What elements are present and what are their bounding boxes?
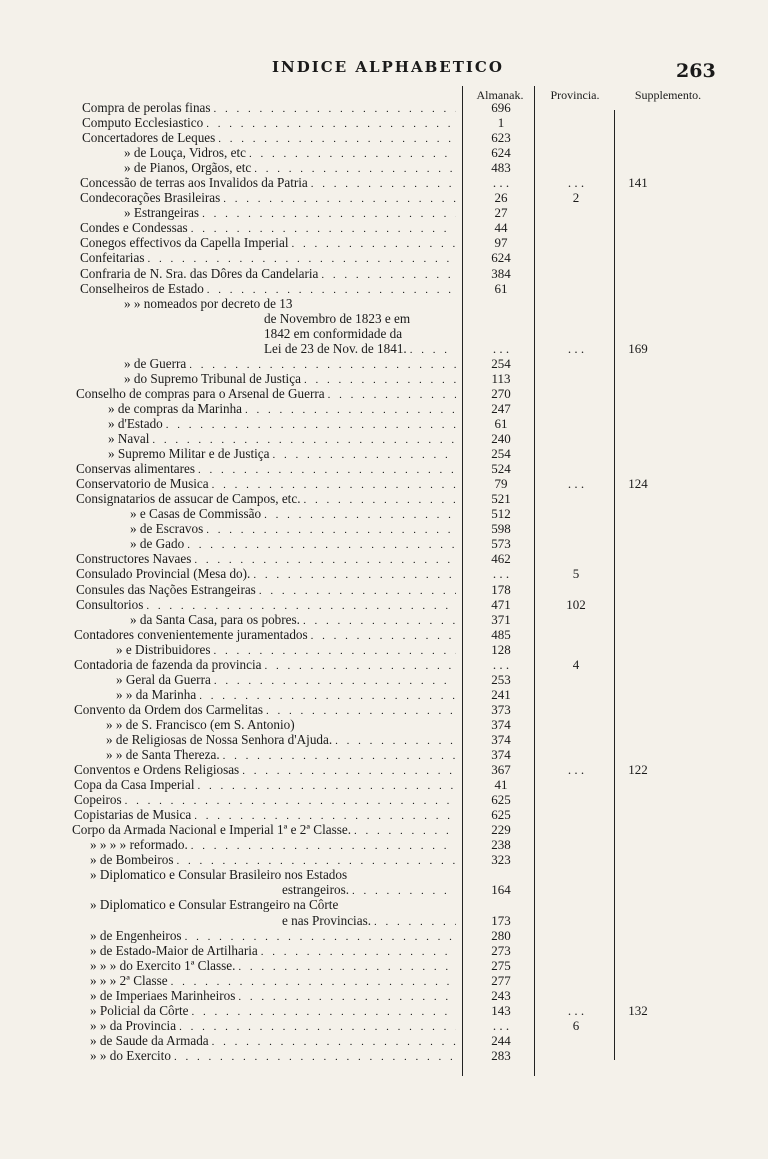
almanak-page: . . . [492, 566, 510, 582]
almanak-page: . . . [492, 175, 510, 191]
index-entry [0, 597, 768, 612]
index-entry [0, 401, 768, 416]
index-entry [0, 281, 768, 296]
index-entry [0, 356, 768, 371]
supplemento-page: 124 [628, 476, 648, 492]
almanak-page: . . . [492, 1017, 510, 1033]
index-entry [0, 882, 768, 897]
entry-label-text: » e Casas de Commissão [130, 506, 262, 522]
almanak-page: 275 [491, 957, 511, 973]
index-entry [0, 672, 768, 687]
index-entry [0, 220, 768, 235]
provincia-page: 6 [572, 1017, 580, 1033]
entry-label [264, 326, 456, 341]
entry-label [106, 717, 456, 732]
entry-label-text: » » » do Exercito 1ª Classe. [90, 957, 236, 973]
supplemento-page: 141 [628, 175, 648, 191]
almanak-page: 270 [491, 385, 511, 401]
index-entry [0, 326, 768, 341]
almanak-page: 367 [491, 762, 511, 778]
almanak-page: 143 [491, 1002, 511, 1018]
index-entry [0, 807, 768, 822]
index-entry [0, 717, 768, 732]
index-entry [0, 747, 768, 762]
almanak-page: 113 [491, 370, 511, 386]
page-number: 263 [676, 60, 716, 82]
provincia-page: . . . [567, 762, 585, 778]
index-entry [0, 642, 768, 657]
index-entry [0, 506, 768, 521]
index-entry [0, 250, 768, 265]
entry-label-text: » » de S. Francisco (em S. Antonio) [106, 716, 295, 732]
almanak-page: 371 [491, 611, 511, 627]
entry-label-text: estrangeiros. [282, 882, 350, 898]
almanak-page: 625 [491, 792, 511, 808]
index-entry [0, 792, 768, 807]
index-entry [0, 296, 768, 311]
entry-label-text: Consulado Provincial (Mesa do). [76, 566, 251, 582]
entry-label-text: Copa da Casa Imperial [74, 777, 195, 793]
entry-label-text: » Diplomatico e Consular Estrangeiro na Côrte [90, 897, 339, 913]
almanak-page: 623 [491, 130, 511, 146]
almanak-page: 1 [497, 115, 505, 131]
index-entry [0, 612, 768, 627]
almanak-page: 462 [491, 551, 511, 567]
index-entry [0, 130, 768, 145]
almanak-page: 229 [491, 822, 511, 838]
almanak-page: 26 [494, 190, 508, 206]
index-entry [0, 190, 768, 205]
entry-label-text: Convento da Ordem dos Carmelitas [74, 701, 263, 717]
entry-label-text: de Novembro de 1823 e em [264, 310, 411, 326]
supplemento-page: 169 [628, 340, 648, 356]
index-entry [0, 160, 768, 175]
entry-label-text: Confraria de N. Sra. das Dôres da Candelaria [80, 265, 319, 281]
index-entry [0, 205, 768, 220]
almanak-page: . . . [492, 656, 510, 672]
entry-label-text: » Geral da Guerra [116, 671, 211, 687]
entry-label-text: Contadores convenientemente juramentados [74, 626, 308, 642]
almanak-page: 243 [491, 987, 511, 1003]
almanak-page: 483 [491, 160, 511, 176]
index-entry [0, 627, 768, 642]
entry-label-text: Consules das Nações Estrangeiras [76, 581, 256, 597]
almanak-page: 471 [491, 596, 511, 612]
entry-label-text: Computo Ecclesiastico [82, 115, 204, 131]
index-entry [0, 235, 768, 250]
entry-label-text: » e Distribuidores [116, 641, 211, 657]
almanak-page: 373 [491, 701, 511, 717]
index-entry [0, 928, 768, 943]
entry-label-text: » de Religiosas de Nossa Senhora d'Ajuda. [106, 731, 333, 747]
index-entry [0, 386, 768, 401]
index-entry [0, 461, 768, 476]
almanak-page: 573 [491, 536, 511, 552]
entry-label-text: 1842 em conformidade da [264, 325, 403, 341]
entry-label-text: Contadoria de fazenda da provincia [74, 656, 262, 672]
almanak-page: 524 [491, 461, 511, 477]
entry-label-text: Conselho de compras para o Arsenal de Guerra [76, 385, 325, 401]
index-entry [0, 446, 768, 461]
entry-label-text: » de Estado-Maior de Artilharia [90, 942, 258, 958]
entry-label-text: » de Gado [130, 536, 185, 552]
index-entry [0, 897, 768, 912]
entry-label [264, 311, 456, 326]
almanak-page: 374 [491, 731, 511, 747]
entry-label-text: Confeitarias [80, 250, 145, 266]
provincia-page: 2 [572, 190, 580, 206]
almanak-page: 277 [491, 972, 511, 988]
entry-label-text: » de Louça, Vidros, etc [124, 145, 247, 161]
entry-label-text: » » da Marinha [116, 686, 197, 702]
index-entry [0, 476, 768, 491]
index-entry [0, 341, 768, 356]
entry-label-text: Condecorações Brasileiras [80, 190, 221, 206]
entry-label-text: » de Pianos, Orgãos, etc [124, 160, 252, 176]
almanak-page: 323 [491, 852, 511, 868]
entry-label-text: » de Saude da Armada [90, 1032, 209, 1048]
almanak-page: 244 [491, 1032, 511, 1048]
entry-label-text: Constructores Navaes [76, 551, 192, 567]
entry-label-text: » d'Estado [108, 415, 163, 431]
entry-label-text: » do Supremo Tribunal de Justiça [124, 370, 301, 386]
entry-label-text: Conservas alimentares [76, 461, 196, 477]
entry-label-text: » de Imperiaes Marinheiros [90, 987, 236, 1003]
index-entry [0, 100, 768, 115]
index-entry [0, 687, 768, 702]
entry-label-text: Condes e Condessas [80, 220, 188, 236]
almanak-page: 61 [494, 415, 508, 431]
index-entry [0, 1048, 768, 1063]
entry-label [90, 1048, 456, 1065]
entry-label-text: Concessão de terras aos Invalidos da Patria [80, 175, 308, 191]
index-entry [0, 958, 768, 973]
index-entry [0, 491, 768, 506]
almanak-page: 512 [491, 506, 511, 522]
entry-label-text: Compra de perolas finas [82, 100, 211, 115]
index-entry [0, 521, 768, 536]
almanak-page: 97 [494, 235, 508, 251]
almanak-page: 485 [491, 626, 511, 642]
entry-label-text: Consultorios [76, 596, 144, 612]
almanak-page: 696 [491, 100, 511, 115]
entry-label-text: » Estrangeiras [124, 205, 200, 221]
entry-label-text: Conegos effectivos da Capella Imperial [80, 235, 289, 251]
entry-label-text: » de Guerra [124, 355, 187, 371]
almanak-page: 164 [491, 882, 511, 898]
index-entry [0, 837, 768, 852]
index-entry [0, 266, 768, 281]
almanak-page: 247 [491, 400, 511, 416]
index-entry [0, 1018, 768, 1033]
entry-label-text: » Naval [108, 431, 150, 447]
entry-label-text: e nas Provincias. [282, 912, 371, 928]
entry-label [124, 296, 456, 311]
index-entry [0, 988, 768, 1003]
almanak-page: 41 [494, 777, 508, 793]
entry-label-text: » da Santa Casa, para os pobres. [130, 611, 300, 627]
entry-label-text: Conventos e Ordens Religiosas [74, 762, 240, 778]
almanak-page: 241 [491, 686, 511, 702]
entry-label-text: Consignatarios de assucar de Campos, etc. [76, 491, 301, 507]
almanak-page: 79 [494, 476, 508, 492]
entry-label-text: » Supremo Militar e de Justiça [108, 446, 270, 462]
index-entry [0, 566, 768, 581]
column-header-supplemento: Supplemento. [634, 88, 702, 102]
almanak-page: 384 [491, 265, 511, 281]
index-entry [0, 777, 768, 792]
entry-label-text: Corpo da Armada Nacional e Imperial 1ª e 2ª Classe. [72, 822, 351, 838]
index-entry [0, 732, 768, 747]
provincia-page: . . . [567, 1002, 585, 1018]
entry-label [90, 897, 456, 912]
index-entry [0, 762, 768, 777]
index-entry [0, 973, 768, 988]
entry-label-text: » de Bombeiros [90, 852, 174, 868]
index-entries [0, 100, 768, 1063]
almanak-page: 598 [491, 521, 511, 537]
entry-label-text: Lei de 23 de Nov. de 1841. [264, 340, 407, 356]
entry-label-text: » » da Provincia [90, 1017, 177, 1033]
almanak-page: 624 [491, 145, 511, 161]
provincia-page: . . . [567, 476, 585, 492]
almanak-page: 254 [491, 446, 511, 462]
provincia-page: . . . [567, 340, 585, 356]
entry-label-text: » » de Santa Thereza. [106, 747, 220, 763]
provincia-page: . . . [567, 175, 585, 191]
entry-label-text: » de compras da Marinha [108, 400, 243, 416]
almanak-page: 61 [494, 280, 508, 296]
supplemento-page: 122 [628, 762, 648, 778]
index-entry [0, 943, 768, 958]
almanak-page: 128 [491, 641, 511, 657]
almanak-page: 238 [491, 837, 511, 853]
index-entry [0, 1033, 768, 1048]
provincia-page: 102 [566, 596, 586, 612]
entry-label-text: Conservatorio de Musica [76, 476, 209, 492]
index-entry [0, 431, 768, 446]
almanak-page: 44 [494, 220, 508, 236]
almanak-page: 283 [491, 1047, 511, 1063]
almanak-page: 521 [491, 491, 511, 507]
entry-label-text: » » » 2ª Classe [90, 972, 168, 988]
index-entry [0, 311, 768, 326]
almanak-page: 374 [491, 747, 511, 763]
almanak-page: 27 [494, 205, 508, 221]
entry-label-text: Conselheiros de Estado [80, 280, 204, 296]
index-entry [0, 657, 768, 672]
index-entry [0, 852, 768, 867]
entry-label-text: » de Escravos [130, 521, 204, 537]
index-entry [0, 175, 768, 190]
almanak-page: 273 [491, 942, 511, 958]
almanak-page: 240 [491, 431, 511, 447]
almanak-page: . . . [492, 340, 510, 356]
column-header-almanak: Almanak. [476, 88, 524, 102]
page-title: INDICE ALPHABETICO [272, 58, 504, 76]
index-entry [0, 702, 768, 717]
index-entry [0, 822, 768, 837]
dot-leader [174, 1050, 456, 1065]
almanak-page: 254 [491, 355, 511, 371]
entry-label-text: » de Engenheiros [90, 927, 182, 943]
almanak-page: 374 [491, 716, 511, 732]
almanak-page: 178 [491, 581, 511, 597]
entry-label-text: » » » » reformado. [90, 837, 188, 853]
index-entry [0, 913, 768, 928]
entry-label-text: » » do Exercito [90, 1047, 171, 1063]
index-entry [0, 115, 768, 130]
entry-label-text: » Diplomatico e Consular Brasileiro nos Estados [90, 867, 348, 883]
index-entry [0, 867, 768, 882]
column-header-provincia: Provincia. [550, 88, 600, 102]
index-entry [0, 371, 768, 386]
entry-label-text: Concertadores de Leques [82, 130, 216, 146]
index-entry [0, 1003, 768, 1018]
index-entry [0, 551, 768, 566]
entry-label-text: » » nomeados por decreto de 13 [124, 295, 293, 311]
entry-label-text: Copistarias de Musica [74, 807, 192, 823]
almanak-page: 280 [491, 927, 511, 943]
provincia-page: 4 [572, 656, 580, 672]
almanak-page: 624 [491, 250, 511, 266]
index-entry [0, 145, 768, 160]
provincia-page: 5 [572, 566, 580, 582]
entry-label-text: » Policial da Côrte [90, 1002, 189, 1018]
almanak-page: 253 [491, 671, 511, 687]
entry-label [90, 867, 456, 882]
index-entry [0, 582, 768, 597]
index-entry [0, 536, 768, 551]
entry-label-text: Copeiros [74, 792, 122, 808]
supplemento-page: 132 [628, 1002, 648, 1018]
almanak-page: 173 [491, 912, 511, 928]
index-entry [0, 416, 768, 431]
almanak-page: 625 [491, 807, 511, 823]
